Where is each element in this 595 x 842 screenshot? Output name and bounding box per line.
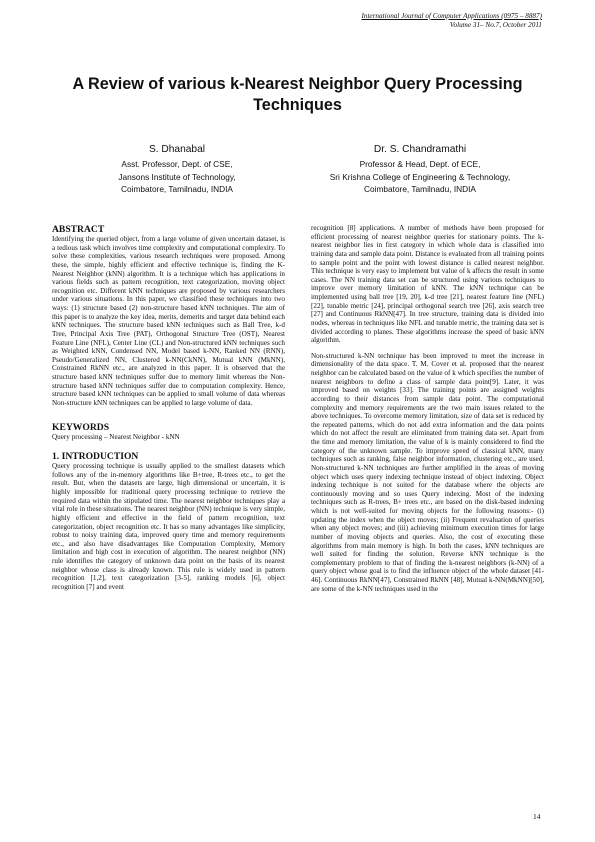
introduction-heading: 1. INTRODUCTION (52, 451, 139, 463)
page-number: 14 (533, 812, 541, 821)
left-column (52, 224, 285, 592)
body-paragraph-1: recognition [8] applications. A number of methods have been proposed for efficient processing of nearest neighbor queries for stationary points. The k-nearest neighbor lies in first category in which whole data is classified into training data and sample data point. Distance is evaluated from all training points to sample point and the point with lowest distance is called nearest neighbor. This technique is very easy to implement but value of k affects the result in some cases. The NN training data set can be structured using various techniques to improve over memory limitation of kNN. The kNN technique can be implemented using ball tree [19, 20], k-d tree [21], nearest feature line (NFL) [22], tunable metric [24], principal orthogonal search tree [26], axis search tree [27] and Continuous RkNN[47]. In tree structure, training data is divided into nodes, whereas in techniques like NFL and tunable metric, the training data set is divided according to planes. These algorithms increase the speed of basic kNN algorithm. (311, 224, 544, 345)
author-institution: Jansons Institute of Technology, (118, 171, 236, 182)
journal-volume: Volume 31– No.7, October 2011 (449, 21, 542, 29)
author-location: Coimbatore, Tamilnadu, INDIA (121, 184, 233, 194)
author-position: Professor & Head, Dept. of ECE, (359, 159, 481, 169)
right-column (311, 224, 544, 593)
author-block-2 (295, 143, 545, 196)
author-institution: Sri Krishna College of Engineering & Technology, (329, 171, 511, 182)
author-position: Asst. Professor, Dept. of CSE, (121, 159, 233, 169)
author-location: Coimbatore, Tamilnadu, INDIA (364, 184, 476, 194)
journal-header (142, 12, 542, 30)
abstract-heading: ABSTRACT (52, 224, 105, 235)
author-name: Dr. S. Chandramathi (373, 144, 467, 155)
body-paragraph-2: Non-structured k-NN technique has been improved to meet the increase in dimensionality of the data space. T. M. Cover et al. proposed that the nearest neighbor can be calculated based on the value of k which specifies the number of nearest neighbors to define a class of sample data point[9]. Later, it was improved based on weights [33]. The training points are assigned weights according to their distances from sample data point. The computational complexity and memory requirements are the two main issues related to the above techniques. To overcome memory limitation, size of data set is reduced by the repeated patterns, which do not add extra information and the data points which do not affect the result are eliminated from training data set. Apart from the time and memory limitation, the value of k is mainly considered to find the category of the unknown sample. To improve speed of classical kNN, many techniques such as ranking, false neighbor information, clustering etc., are used. Non-structured k-NN techniques are further amplified in the areas of moving object which uses query indexing technique instead of object indexing. Object indexing technique is not suited for the database where the objects are continuously moving and so uses Query indexing. Most of the indexing techniques such as R-trees, B+ trees etc., are based on the disk-based indexing which is not well-suited for moving objects for the following reasons:- (i) updating the index when the object moves; (ii) Frequent revaluation of queries when any object moves; and (iii) achieving minimum execution times for large number of moving objects and queries. Also, the cost of executing these algorithms from main memory is high. In both the cases, kNN techniques are well suited for finding the solution. Reverse kNN technique is the complementary problem to that of finding the k-nearest neighbors (k-NN) of a query object whose goal is to find the influence object of the whole dataset [41-46]. Continuous RkNN[47], Constrained RkNN [48], Mutual k-NN(MkNN)[50], are some of the k-NN techniques used in the (311, 351, 544, 593)
author-name: S. Dhanabal (148, 144, 206, 155)
paper-title: A Review of various k-Nearest Neighbor Query Processing Techniques (72, 75, 523, 114)
introduction-text: Query processing technique is usually applied to the smallest datasets which follows any of the in-memory algorithms like B+tree, R-trees etc., to get the result. But, when the datasets are large, high dimensional or uncertain, it is highly impossible for traditional query processing technique to retrieve the required data within the stipulated time. The nearest neighbor techniques play a vital role in these situations. The nearest neighbor (NN) technique is very simple, highly efficient and effective in the field of pattern recognition, text categorization, object recognition etc. It has so many advantages like simplicity, robust to noisy training data, improved query time and memory requirements etc., and also have disadvantages like Computation Complexity, Memory limitation and high cost in execution of algorithm. The nearest neighbor (NN) rule identifies the category of unknown data point on the basis of its nearest neighbor whose class is already known. This rule is widely used in pattern recognition [1,2], text categorization [3-5], ranking models [6], object recognition [7] and event (52, 462, 285, 591)
journal-name: International Journal of Computer Applications (0975 – 8887) (361, 12, 542, 20)
author-block-1 (52, 143, 302, 196)
abstract-text: Identifying the queried object, from a large volume of given uncertain dataset, is a tedious task which involves time complexity and computational complexity. To solve these complexities, various research techniques were proposed. Among these, the simple, highly efficient and effective technique is, finding the K-Nearest Neighbor (kNN) algorithm. It is a technique which has applications in various fields such as pattern recognition, text categorization, moving object recognition etc. Different kNN techniques are proposed by various researchers under various situations. In this paper, we classified these techniques into two ways: (1) structure based (2) non-structure based kNN techniques. The aim of this paper is to analyze the key idea, merits, demerits and target data behind each kNN techniques. The structure based kNN techniques such as Ball Tree, k-d Tree, Principal Axis Tree (PAT), Orthogonal Structure Tree (OST), Nearest Feature Line (NFL), Center Line (CL) and Non-structured kNN techniques such as Weighted kNN, Condensed NN, Model based k-NN, Ranked NN (RNN), Pseudo/Generalized NN, Clustered k-NN(CkNN), Mutual kNN (MkNN), Constrained RkNN etc., are analyzed in this paper. It is observed that the structure based kNN techniques suffer due to memory limit whereas the Non-structure based kNN techniques suffer due to computation complexity. Hence, structure based kNN techniques can be applied to small volume of data whereas Non-structure kNN techniques can be applied to large volume of data. (52, 235, 285, 407)
keywords-text: Query processing – Nearest Neighbor - kNN (52, 432, 180, 441)
keywords-heading: KEYWORDS (52, 421, 110, 433)
